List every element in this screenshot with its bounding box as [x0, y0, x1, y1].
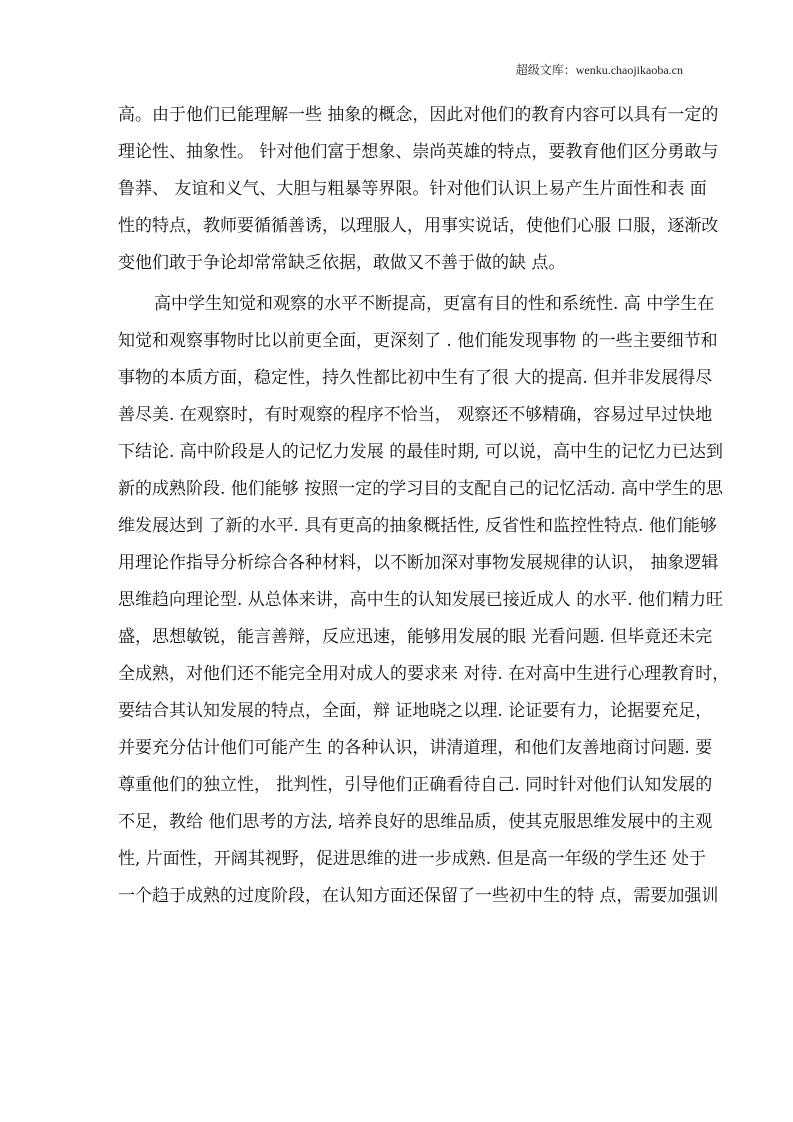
source-header: 超级文库：wenku.chaojikaoba.cn: [515, 63, 683, 77]
text-line: 并要充分估计他们可能产生 的各种认识，讲清道理，和他们友善地商讨问题. 要: [118, 738, 713, 758]
text-line: 用理论作指导分析综合各种材料，以不断加深对事物发展规律的认识， 抽象逻辑: [118, 553, 719, 573]
text-line: 要结合其认知发展的特点，全面，辩 证地晓之以理. 论证要有力，论据要充足，: [118, 701, 713, 721]
text-line: 下结论. 高中阶段是人的记忆力发展 的最佳时期, 可以说，高中生的记忆力已达到: [118, 442, 724, 462]
text-line: 善尽美. 在观察时，有时观察的程序不恰当， 观察还不够精确，容易过早过快地: [118, 405, 713, 425]
text-line: 性, 片面性，开阔其视野，促进思维的进一步成熟. 但是高一年级的学生还 处于: [118, 849, 707, 869]
text-line: 高。由于他们已能理解一些 抽象的概念，因此对他们的教育内容可以具有一定的: [118, 105, 719, 125]
text-line: 不足，教给 他们思考的方法, 培养良好的思维品质，使其克服思维发展中的主观: [118, 812, 713, 832]
text-line: 维发展达到 了新的水平. 具有更高的抽象概括性, 反省性和监控性特点. 他们能够: [118, 516, 717, 536]
text-line: 一个趋于成熟的过度阶段，在认知方面还保留了一些初中生的特 点，需要加强训: [118, 886, 719, 906]
text-line: 高中学生知觉和观察的水平不断提高，更富有目的性和系统性. 高 中学生在: [154, 294, 715, 314]
text-line: 变他们敢于争论却常常缺乏依据，敢做又不善于做的缺 点。: [118, 253, 566, 273]
text-line: 盛，思想敏锐，能言善辩，反应迅速，能够用发展的眼 光看问题. 但毕竟还未完: [118, 627, 713, 647]
text-line: 尊重他们的独立性， 批判性，引导他们正确看待自己. 同时针对他们认知发展的: [118, 775, 713, 795]
text-line: 思维趋向理论型. 从总体来讲，高中生的认知发展已接近成人 的水平. 他们精力旺: [118, 590, 724, 610]
text-line: 鲁莽、 友谊和义气、大胆与粗暴等界限。针对他们认识上易产生片面性和表 面: [118, 179, 707, 199]
text-line: 事物的本质方面，稳定性，持久性都比初中生有了很 大的提高. 但并非发展得尽: [118, 368, 713, 388]
text-line: 新的成熟阶段. 他们能够 按照一定的学习目的支配自己的记忆活动. 高中学生的思: [118, 479, 724, 499]
text-line: 性的特点，教师要循循善诱，以理服人，用事实说话，使他们心服 口服，逐渐改: [118, 216, 719, 236]
text-line: 全成熟，对他们还不能完全用对成人的要求来 对待. 在对高中生进行心理教育时，: [118, 664, 730, 684]
text-line: 理论性、抽象性。 针对他们富于想象、崇尚英雄的特点，要教育他们区分勇敢与: [118, 142, 719, 162]
text-line: 知觉和观察事物时比以前更全面，更深刻了 . 他们能发现事物 的一些主要细节和: [118, 331, 718, 351]
